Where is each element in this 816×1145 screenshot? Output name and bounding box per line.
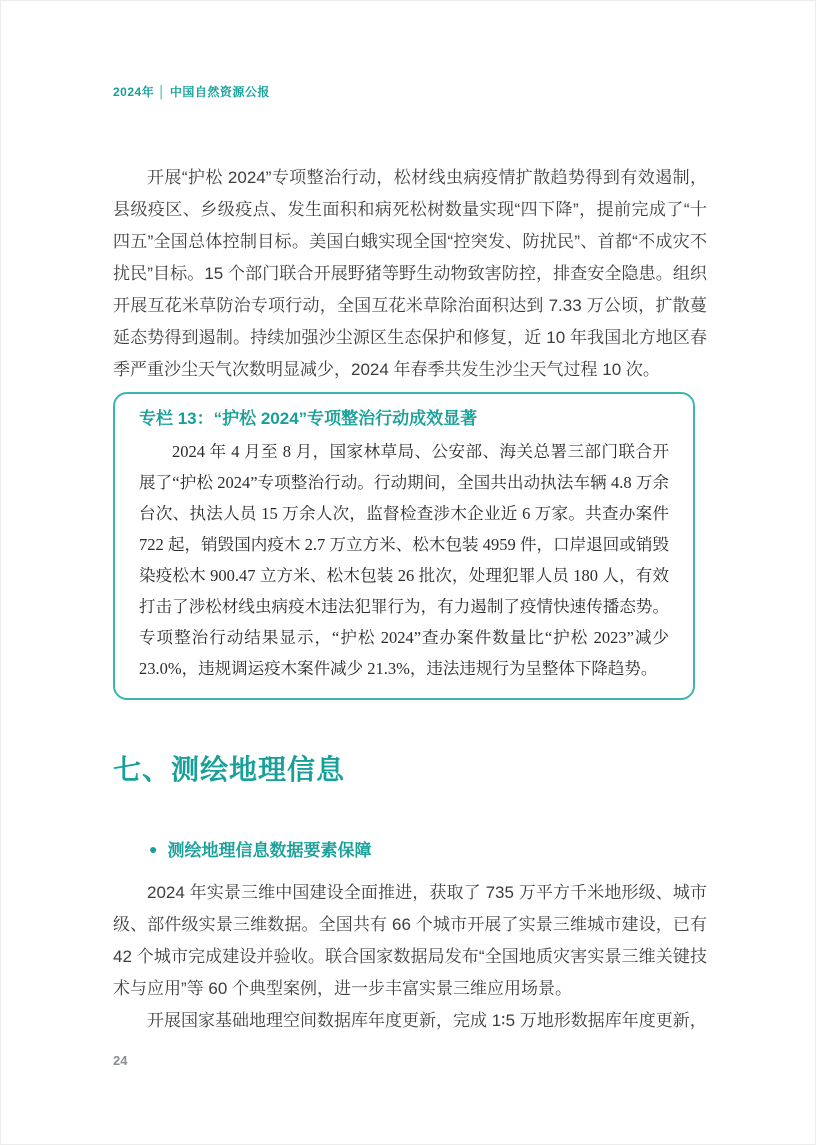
- highlight-panel: [113, 392, 695, 700]
- section-paragraph-2: 开展国家基础地理空间数据库年度更新，完成 1∶5 万地形数据库年度更新，: [147, 1011, 707, 1030]
- panel-title: 专栏 13：“护松 2024”专项整治行动成效显著: [139, 409, 478, 428]
- section-heading: 七、测绘地理信息: [113, 754, 346, 785]
- page-number: 24: [113, 1053, 128, 1068]
- intro-paragraph: 开展“护松 2024”专项整治行动，松材线虫病疫情扩散趋势得到有效遏制，县级疫区、乡级疫点、发生面积和病死松树数量实现“四下降”，提前完成了“十四五”全国总体控制目标。美国白蛾实现全国“控突发、防扰民”、首都“不成灾不扰民”目标。15 个部门联合开展野猪等野生动物致害防控，排查安全隐患。组织开展互花米草防治专项行动，全国互花米草除治面积达到 7.33 万公顷，扩散蔓延态势得到遏制。持续加强沙尘源区生态保护和修复，近 10 年我国北方地区春季严重沙尘天气次数明显减少，2024 年春季共发生沙尘天气过程 10 次。: [113, 168, 707, 379]
- panel-body: 2024 年 4 月至 8 月，国家林草局、公安部、海关总署三部门联合开展了“护松 2024”专项整治行动。行动期间，全国共出动执法车辆 4.8 万余台次、执法人员 15 万余人次，监督检查涉木企业近 6 万家。共查办案件 722 起，销毁国内疫木 2.7 万立方米、松木包装 4959 件，口岸退回或销毁染疫松木 900.47 立方米、松木包装 26 批次，处理犯罪人员 180 人，有效打击了涉松材线虫病疫木违法犯罪行为，有力遏制了疫情快速传播态势。专项整治行动结果显示，“护松 2024”查办案件数量比“护松 2023”减少 23.0%，违规调运疫木案件减少 21.3%，违法违规行为呈整体下降趋势。: [139, 442, 669, 678]
- section-paragraph-1: 2024 年实景三维中国建设全面推进，获取了 735 万平方千米地形级、城市级、部件级实景三维数据。全国共有 66 个城市开展了实景三维城市建设，已有 42 个城市完成建设并验收。联合国家数据局发布“全国地质灾害实景三维关键技术与应用”等 60 个典型案例，进一步丰富实景三维应用场景。: [113, 883, 707, 998]
- content-column: [113, 1, 707, 1037]
- subsection-label: 测绘地理信息数据要素保障: [167, 841, 372, 860]
- bullet-icon: ●: [149, 840, 158, 857]
- subsection-heading: [113, 836, 707, 861]
- running-header: 2024年 │ 中国自然资源公报: [113, 85, 270, 99]
